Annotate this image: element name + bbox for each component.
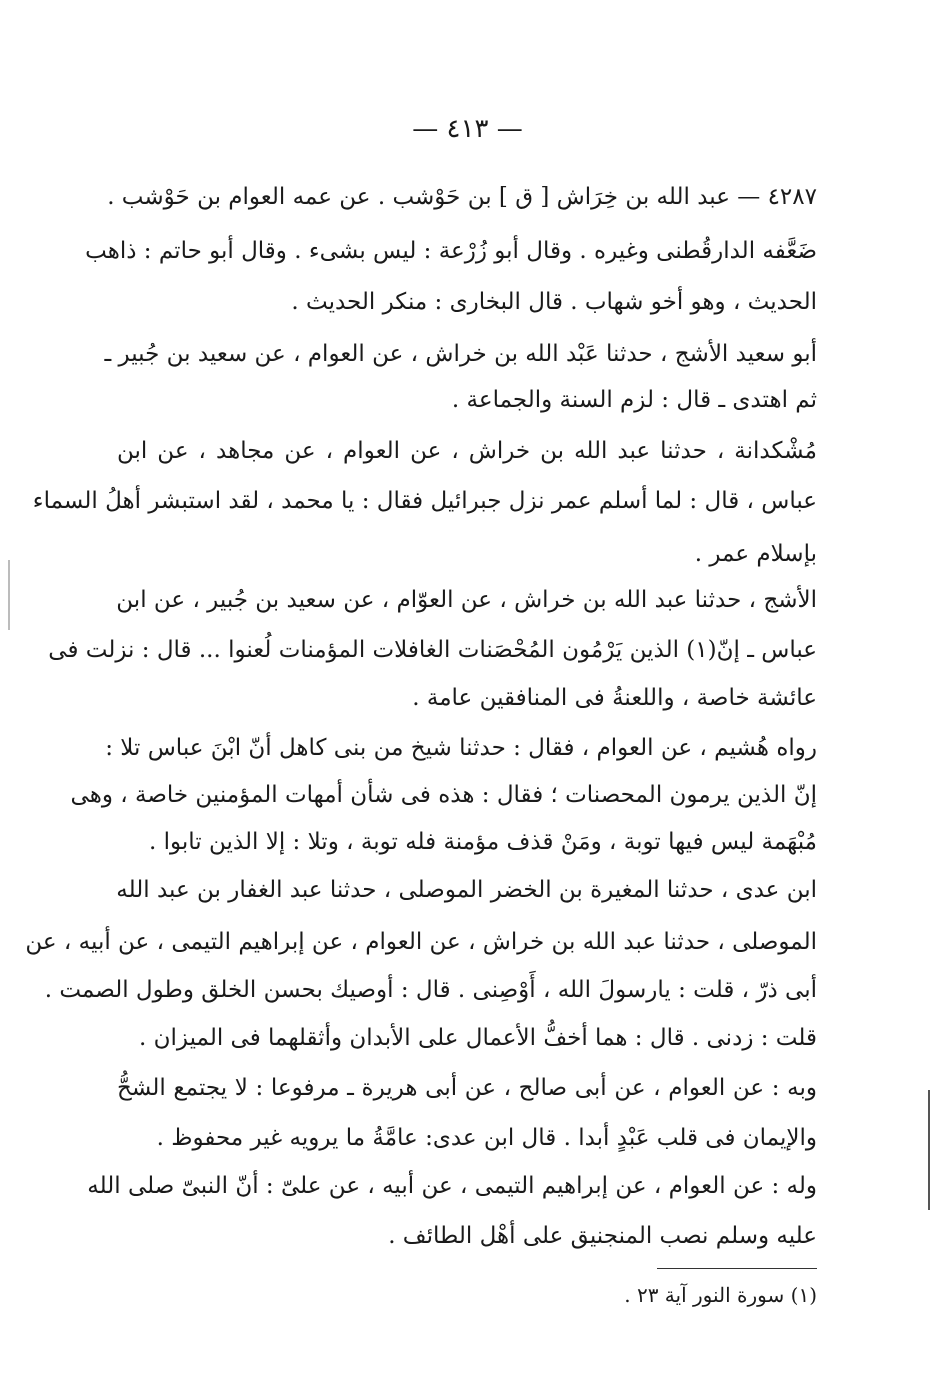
text-line: أبى ذرّ ، قلت : يارسولَ الله ، أَوْصِنى . قال : أوصيك بحسن الخلق وطول الصمت . [44,977,817,1003]
text-line: وله : عن العوام ، عن إبراهيم التيمى ، عن أبيه ، عن علىّ : أنّ النبىّ صلى الله [87,1173,817,1199]
scan-edge-shadow [928,1090,930,1210]
entry-heading-line: ٤٢٨٧ — عبد الله بن خِرَاش [ ق ] بن حَوْشب . عن عمه العوام بن حَوْشب . [107,184,817,210]
text-line: وبه : عن العوام ، عن أبى صالح ، عن أبى هريرة ـ مرفوعا : لا يجتمع الشحُّ [117,1075,817,1101]
text-line: عباس ـ إنّ(١) الذين يَرْمُون المُحْصَنات الغافلات المؤمنات لُعنوا ... قال : نزلت فى [48,637,817,663]
footnote: (١) سورة النور آية ٢٣ . [624,1283,817,1307]
text-line: عائشة خاصة ، واللعنةُ فى المنافقين عامة . [412,685,817,711]
text-line: بإسلام عمر . [694,541,817,567]
page-number: — ٤١٣ — [412,114,523,144]
text-line: الأشج ، حدثنا عبد الله بن خراش ، عن العوّام ، عن سعيد بن جُبير ، عن ابن [116,587,817,613]
text-line: عباس ، قال : لما أسلم عمر نزل جبرائيل فقال : يا محمد ، لقد استبشر أهلُ السماء [32,488,817,514]
text-line: عليه وسلم نصب المنجنيق على أهْل الطائف . [388,1223,817,1249]
text-line: إنّ الذين يرمون المحصنات ؛ فقال : هذه فى شأن أمهات المؤمنين خاصة ، وهى [70,782,817,808]
text-line: ثم اهتدى ـ قال : لزم السنة والجماعة . [451,387,817,413]
text-line: الموصلى ، حدثنا عبد الله بن خراش ، عن العوام ، عن إبراهيم التيمى ، عن أبيه ، عن [25,929,817,955]
text-line: الحديث ، وهو أخو شهاب . قال البخارى : منكر الحديث . [291,289,817,315]
text-line: ابن عدى ، حدثنا المغيرة بن الخضر الموصلى ، حدثنا عبد الغفار بن عبد الله [116,877,817,903]
text-line: قلت : زدنى . قال : هما أخفُّ الأعمال على الأبدان وأثقلهما فى الميزان . [139,1025,817,1051]
text-line: أبو سعيد الأشج ، حدثنا عَبْد الله بن خراش ، عن العوام ، عن سعيد بن جُبير ـ [104,341,817,367]
scan-edge-shadow [8,560,10,630]
text-line: مُبْهَمة ليس فيها توبة ، ومَنْ قذف مؤمنة فله توبة ، وتلا : إلا الذين تابوا . [149,829,817,855]
footnote-divider [657,1268,817,1269]
text-line: والإيمان فى قلب عَبْدٍ أبدا . قال ابن عدى: عامَّةُ ما يرويه غير محفوظ . [156,1125,817,1151]
text-line: رواه هُشيم ، عن العوام ، فقال : حدثنا شيخ من بنى كاهل أنّ ابْنَ عباس تلا : [105,735,817,761]
text-line: مُشْكدانة ، حدثنا عبد الله بن خراش ، عن العوام ، عن مجاهد ، عن ابن [117,438,817,464]
text-line: ضَعَّفه الدارقُطنى وغيره . وقال أبو زُرْعة : ليس بشىء . وقال أبو حاتم : ذاهب [85,238,817,264]
